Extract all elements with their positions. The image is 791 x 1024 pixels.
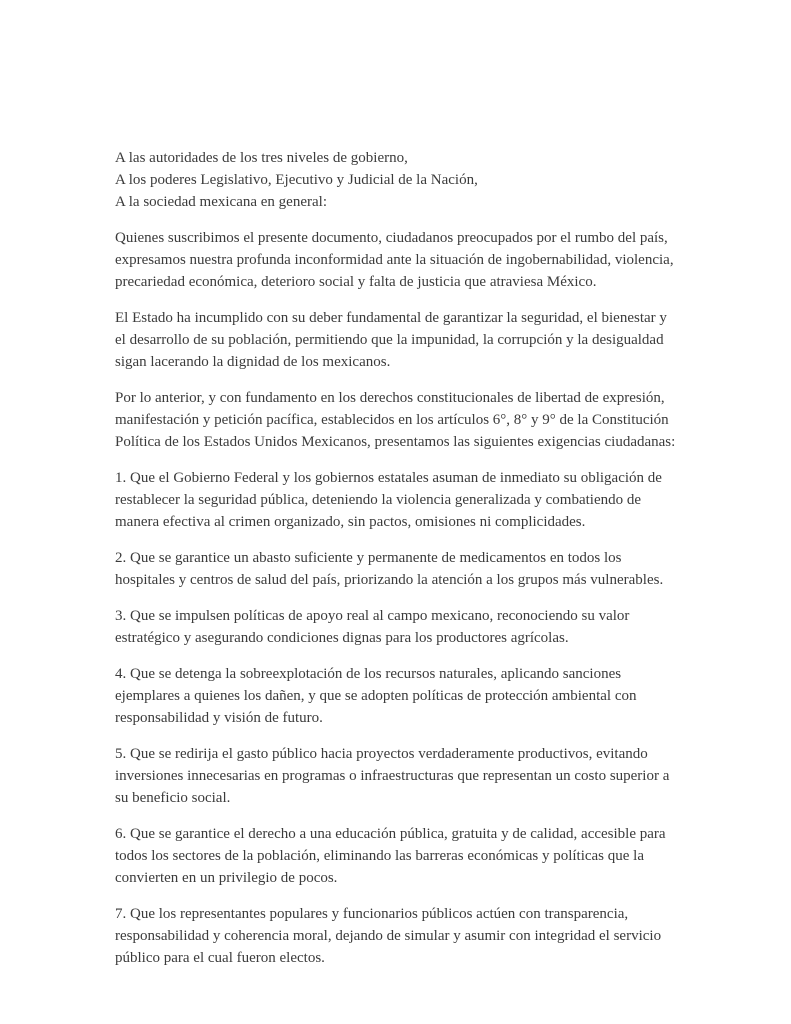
demand-text: Que los representantes populares y funcionarios públicos actúen con transparencia, responsabilidad y coherencia moral, dejando de simular y asumir con integridad el servicio público para el cual fueron electos.	[115, 906, 662, 966]
salutation-line: A la sociedad mexicana en general:	[115, 194, 327, 210]
salutation-line: A las autoridades de los tres niveles de gobierno,	[115, 150, 408, 166]
demand-text: Que se detenga la sobreexplotación de los recursos naturales, aplicando sanciones ejemplares a quienes los dañen, y que se adopten políticas de protección ambiental con responsabilidad y visión de futuro.	[115, 666, 637, 726]
demand-number: 2.	[115, 550, 127, 566]
demand-text: Que se garantice el derecho a una educación pública, gratuita y de calidad, accesible para todos los sectores de la población, eliminando las barreras económicas y políticas que la convierten en un privilegio de pocos.	[115, 826, 666, 886]
intro-paragraph: Quienes suscribimos el presente documento, ciudadanos preocupados por el rumbo del país, expresamos nuestra profunda inconformidad ante la situación de ingobernabilidad, violencia, precariedad económica, deterioro social y falta de justicia que atraviesa México.	[115, 230, 674, 290]
document-body	[115, 147, 678, 983]
demand-item	[115, 663, 678, 729]
salutation-block	[115, 147, 678, 213]
salutation-line: A los poderes Legislativo, Ejecutivo y Judicial de la Nación,	[115, 172, 478, 188]
demand-number: 3.	[115, 608, 127, 624]
demand-item	[115, 903, 678, 969]
demand-text: Que se impulsen políticas de apoyo real al campo mexicano, reconociendo su valor estratégico y asegurando condiciones dignas para los productores agrícolas.	[115, 608, 630, 646]
demand-text: Que se garantice un abasto suficiente y permanente de medicamentos en todos los hospitales y centros de salud del país, priorizando la atención a los grupos más vulnerables.	[115, 550, 664, 588]
demand-number: 5.	[115, 746, 127, 762]
demand-number: 7.	[115, 906, 127, 922]
state-failure-paragraph: El Estado ha incumplido con su deber fundamental de garantizar la seguridad, el bienestar y el desarrollo de su población, permitiendo que la impunidad, la corrupción y la desigualdad sigan lacerando la dignidad de los mexicanos.	[115, 310, 667, 370]
demand-text: Que el Gobierno Federal y los gobiernos estatales asuman de inmediato su obligación de restablecer la seguridad pública, deteniendo la violencia generalizada y combatiendo de manera efectiva al crimen organizado, sin pactos, omisiones ni complicidades.	[115, 470, 662, 530]
demand-number: 4.	[115, 666, 127, 682]
demand-item	[115, 547, 678, 591]
demand-item	[115, 467, 678, 533]
demand-item	[115, 605, 678, 649]
demand-number: 6.	[115, 826, 127, 842]
legal-basis-paragraph: Por lo anterior, y con fundamento en los derechos constitucionales de libertad de expresión, manifestación y petición pacífica, establecidos en los artículos 6°, 8° y 9° de la Constitución Política de los Estados Unidos Mexicanos, presentamos las siguientes exigencias ciudadanas:	[115, 390, 676, 450]
demand-item	[115, 823, 678, 889]
demand-number: 1.	[115, 470, 127, 486]
demand-text: Que se redirija el gasto público hacia proyectos verdaderamente productivos, evitando inversiones innecesarias en programas o infraestructuras que representan un costo superior a su beneficio social.	[115, 746, 670, 806]
demand-item	[115, 743, 678, 809]
